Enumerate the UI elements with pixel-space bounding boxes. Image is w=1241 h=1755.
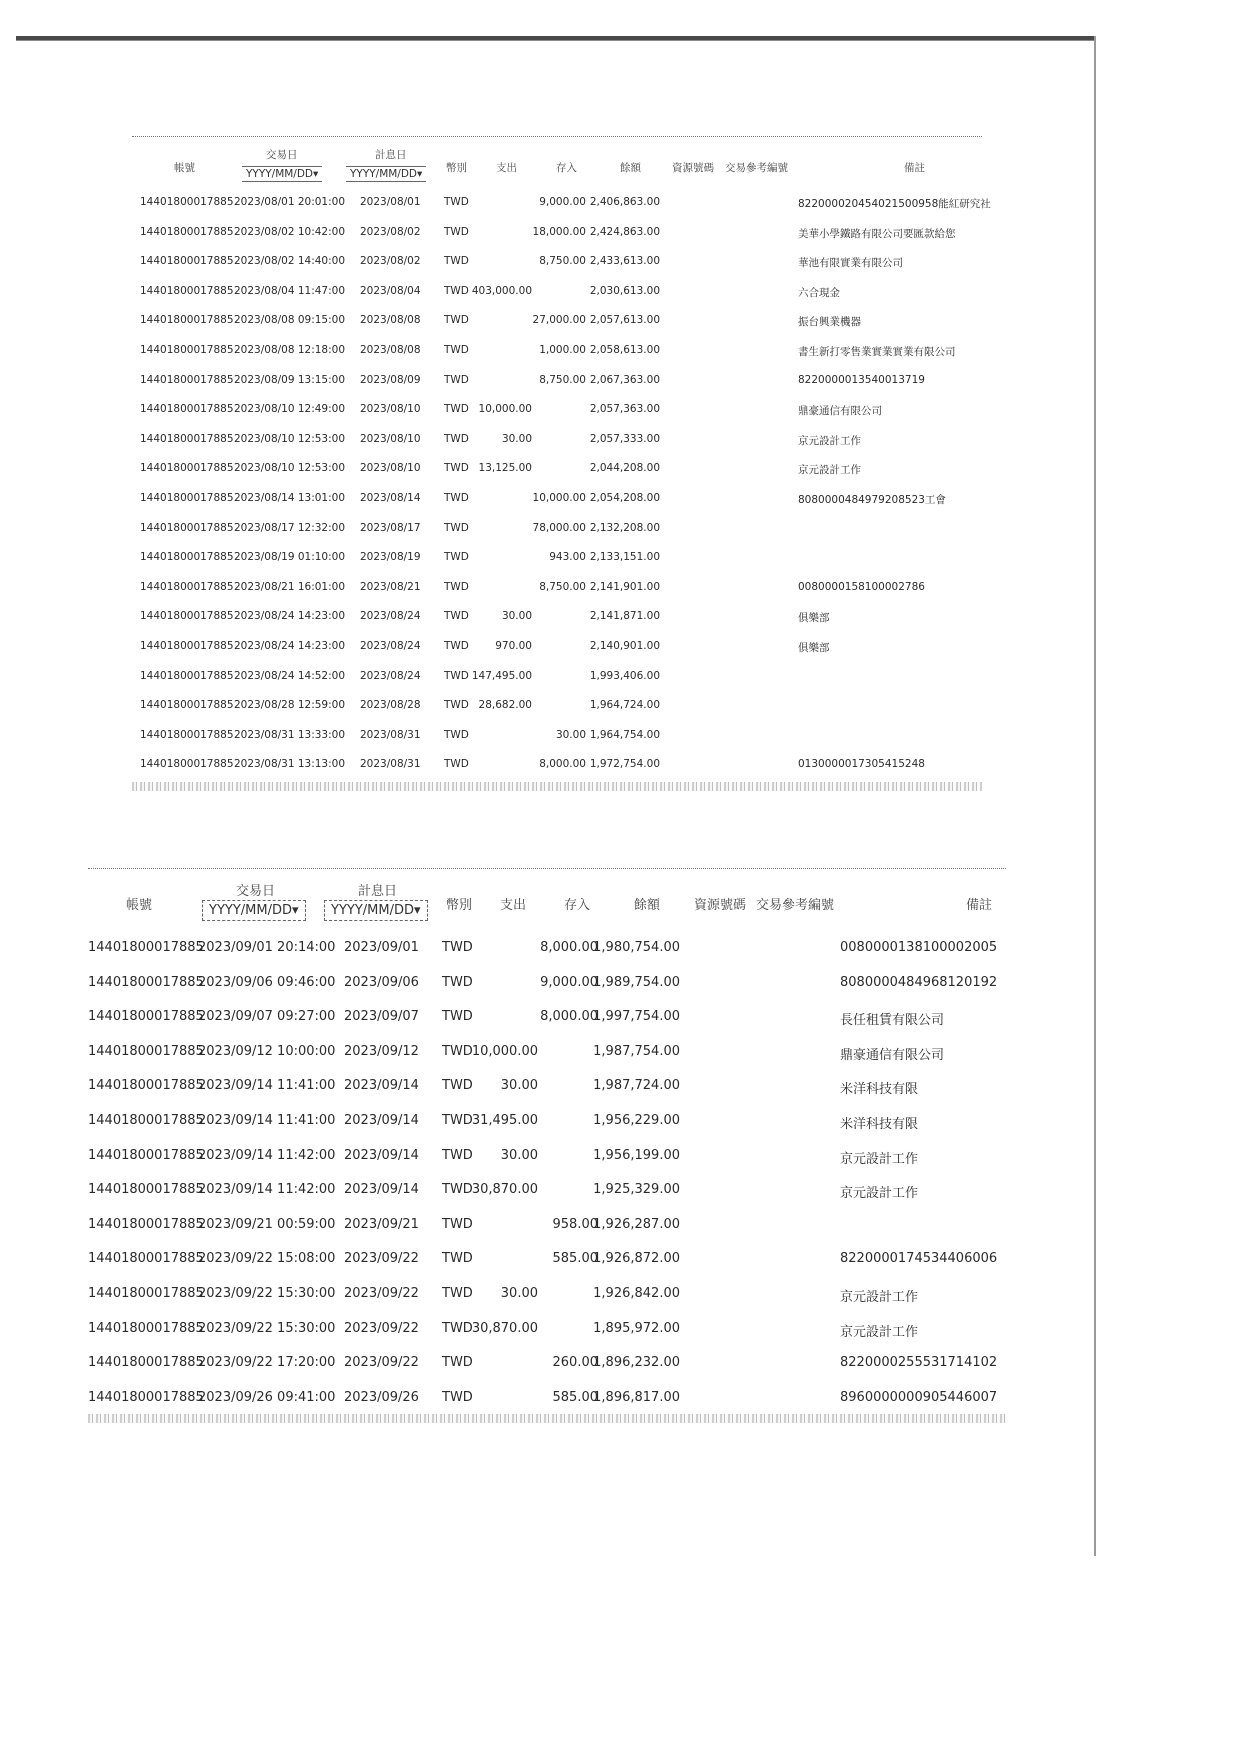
cell-trade-date: 2023/09/22 15:08:00 (198, 1251, 336, 1267)
cell-balance: 2,424,863.00 (589, 225, 660, 238)
cell-balance: 1,896,817.00 (593, 1389, 680, 1405)
cell-debit: 30.00 (500, 1147, 538, 1163)
table-row (130, 255, 990, 285)
table-row (130, 344, 990, 374)
cell-account: 14401800017885 (140, 610, 234, 623)
cell-memo: 米洋科技有限 (840, 1117, 919, 1132)
cell-memo: 長任租賃有限公司 (840, 1013, 945, 1029)
table-row (130, 314, 990, 344)
header-account: 帳號 (126, 898, 153, 913)
cell-value-date: 2023/08/08 (360, 344, 421, 356)
cell-trade-date: 2023/08/21 16:01:00 (234, 580, 346, 593)
cell-account: 14401800017885 (140, 344, 234, 356)
cell-balance: 1,964,724.00 (589, 699, 660, 712)
cell-memo: 美華小學鐵路有限公司要匯款給您 (798, 227, 956, 240)
cell-account: 14401800017885 (140, 758, 234, 771)
cell-value-date: 2023/09/21 (344, 1216, 419, 1232)
cell-currency: TWD (444, 196, 469, 208)
cell-value-date: 2023/09/06 (344, 974, 419, 990)
cell-trade-date: 2023/08/24 14:23:00 (234, 610, 346, 623)
table-row (130, 492, 990, 522)
cell-credit: 8,750.00 (539, 373, 586, 386)
cell-currency: TWD (442, 940, 473, 955)
cell-credit: 18,000.00 (532, 225, 586, 238)
cell-account: 14401800017885 (140, 551, 234, 564)
cell-account: 14401800017885 (140, 284, 234, 297)
cell-debit: 30.00 (501, 610, 532, 623)
cell-trade-date: 2023/08/19 01:10:00 (234, 551, 346, 564)
header-counterparty: 資源號碼 (694, 898, 747, 913)
cell-account: 14401800017885 (88, 1113, 204, 1128)
header-value-date: 計息日 (375, 149, 407, 161)
value-date-filter[interactable]: YYYY/MM/DD▾ (324, 900, 428, 921)
cell-trade-date: 2023/08/17 12:32:00 (234, 521, 346, 534)
cell-account: 14401800017885 (140, 580, 234, 593)
cell-debit: 30,870.00 (471, 1182, 538, 1198)
cell-credit: 8,000.00 (539, 758, 586, 771)
cell-account: 14401800017885 (140, 403, 234, 416)
cell-trade-date: 2023/08/24 14:23:00 (234, 640, 346, 652)
cell-credit: 8,750.00 (539, 255, 586, 268)
cell-balance: 2,133,151.00 (589, 551, 660, 564)
header-trade-date: 交易日 (266, 149, 298, 161)
cell-trade-date: 2023/09/22 15:30:00 (198, 1286, 336, 1301)
cell-balance: 1,980,754.00 (593, 940, 680, 955)
table-row (130, 522, 990, 552)
cell-memo: 0080000138100002005 (840, 940, 998, 955)
cell-trade-date: 2023/09/14 11:41:00 (198, 1113, 336, 1128)
cell-account: 14401800017885 (88, 1251, 204, 1267)
cell-balance: 2,141,901.00 (589, 580, 660, 593)
cell-debit: 10,000.00 (478, 403, 532, 416)
trade-date-filter[interactable]: YYYY/MM/DD▾ (202, 900, 306, 921)
cell-currency: TWD (442, 1043, 473, 1059)
cell-memo: 822000020454021500958能紅研究社 (798, 198, 991, 210)
cell-memo: 京元設計工作 (840, 1290, 919, 1305)
cell-memo: 808000048497920852​3工會 (798, 494, 946, 506)
cell-value-date: 2023/09/26 (344, 1389, 419, 1405)
cell-balance: 1,896,232.00 (593, 1355, 680, 1371)
cell-memo: 京元設計工作 (840, 1186, 919, 1202)
cell-value-date: 2023/08/17 (360, 521, 421, 534)
cell-memo: 米洋科技有限 (840, 1082, 919, 1098)
cell-trade-date: 2023/09/01 20:14:00 (198, 940, 336, 955)
table-row (86, 1078, 1011, 1113)
cell-currency: TWD (444, 344, 469, 356)
table-row (130, 699, 990, 729)
cell-balance: 1,997,754.00 (593, 1009, 680, 1025)
cell-value-date: 2023/09/14 (344, 1078, 419, 1094)
cell-balance: 1,926,842.00 (593, 1286, 680, 1301)
cell-balance: 2,406,863.00 (589, 196, 660, 208)
cell-memo: 京元設計工作 (798, 464, 861, 477)
cell-trade-date: 2023/09/22 15:30:00 (198, 1320, 336, 1336)
cell-balance: 2,140,901.00 (589, 640, 660, 652)
table-row (130, 226, 990, 256)
top-scan-rule (16, 36, 1094, 41)
header-currency: 幣別 (446, 162, 467, 174)
cell-trade-date: 2023/09/14 11:42:00 (198, 1147, 336, 1163)
cell-credit: 8,000.00 (540, 940, 598, 955)
table-row (130, 551, 990, 581)
cell-trade-date: 2023/08/08 12:18:00 (234, 344, 346, 356)
table-row (130, 729, 990, 759)
cell-memo: 書生新打零售業實業實業有限公司 (798, 346, 956, 358)
cell-currency: TWD (444, 284, 469, 297)
table-row (130, 403, 990, 433)
cell-debit: 31,495.00 (471, 1113, 538, 1128)
table-row (86, 975, 1011, 1010)
cell-debit: 13,125.00 (478, 462, 532, 475)
cell-value-date: 2023/08/04 (360, 284, 421, 297)
cell-memo: 822000001354001371​9 (798, 373, 925, 386)
table-row (86, 1251, 1011, 1286)
cell-value-date: 2023/08/31 (360, 758, 421, 771)
cell-currency: TWD (444, 462, 469, 475)
table-row (86, 1217, 1011, 1252)
cell-value-date: 2023/08/09 (360, 373, 421, 386)
cell-currency: TWD (444, 669, 469, 682)
cell-currency: TWD (444, 728, 469, 741)
cell-account: 14401800017885 (88, 1216, 204, 1232)
cell-trade-date: 2023/08/02 14:40:00 (234, 255, 346, 268)
cell-account: 14401800017885 (88, 940, 204, 955)
cell-value-date: 2023/08/24 (360, 669, 421, 682)
cell-currency: TWD (442, 1286, 473, 1301)
header-debit: 支出 (496, 162, 517, 174)
cell-value-date: 2023/09/01 (344, 940, 419, 955)
cell-balance: 1,925,329.00 (593, 1182, 680, 1198)
table-row (130, 433, 990, 463)
cell-currency: TWD (444, 403, 469, 416)
value-date-filter[interactable]: YYYY/MM/DD▾ (346, 166, 426, 182)
cell-currency: TWD (444, 255, 469, 268)
cell-value-date: 2023/08/21 (360, 580, 421, 593)
cell-value-date: 2023/08/19 (360, 551, 421, 564)
cell-credit: 8,000.00 (540, 1009, 598, 1025)
header-value-date: 計息日 (358, 884, 398, 899)
cell-value-date: 2023/09/07 (344, 1009, 419, 1025)
cell-account: 14401800017885 (88, 1182, 204, 1198)
cell-currency: TWD (444, 432, 469, 445)
header-counterparty: 資源號碼 (672, 162, 714, 174)
table1-bottom-scan-band (132, 782, 982, 791)
cell-value-date: 2023/09/12 (344, 1043, 419, 1059)
table-row (130, 196, 990, 226)
cell-value-date: 2023/08/10 (360, 432, 421, 445)
cell-credit: 958.00 (552, 1216, 598, 1232)
cell-trade-date: 2023/08/28 12:59:00 (234, 699, 346, 712)
cell-currency: TWD (442, 1320, 473, 1336)
cell-memo: 俱樂部 (798, 612, 830, 625)
cell-trade-date: 2023/09/14 11:41:00 (198, 1078, 336, 1094)
cell-account: 14401800017885 (140, 521, 234, 534)
cell-balance: 2,132,208.00 (589, 521, 660, 534)
table2-top-border (88, 868, 1006, 871)
cell-account: 14401800017885 (88, 1147, 204, 1163)
header-trade-date: 交易日 (236, 884, 276, 899)
table-row (86, 1044, 1011, 1079)
table-row (130, 462, 990, 492)
cell-debit: 30.00 (501, 432, 532, 445)
cell-currency: TWD (444, 580, 469, 593)
cell-account: 14401800017885 (140, 699, 234, 712)
cell-balance: 2,030,613.00 (589, 284, 660, 297)
cell-currency: TWD (444, 699, 469, 712)
cell-credit: 10,000.00 (532, 492, 586, 504)
cell-trade-date: 2023/08/24 14:52:00 (234, 669, 346, 682)
cell-memo: 0130000017305415248 (798, 758, 925, 771)
cell-debit: 970.00 (495, 640, 532, 652)
cell-balance: 2,433,613.00 (589, 255, 660, 268)
header-debit: 支出 (500, 898, 527, 913)
cell-currency: TWD (442, 1009, 473, 1025)
cell-balance: 1,987,754.00 (593, 1043, 680, 1059)
cell-value-date: 2023/08/24 (360, 640, 421, 652)
cell-trade-date: 2023/08/10 12:53:00 (234, 462, 346, 475)
cell-trade-date: 2023/08/08 09:15:00 (234, 314, 346, 327)
table-row (86, 1009, 1011, 1044)
cell-account: 14401800017885 (140, 728, 234, 741)
table-row (86, 1148, 1011, 1183)
cell-debit: 147,495.00 (471, 669, 532, 682)
cell-balance: 1,972,754.00 (589, 758, 660, 771)
trade-date-filter[interactable]: YYYY/MM/DD▾ (242, 166, 322, 182)
cell-memo: 京元設計工作 (840, 1151, 919, 1167)
cell-memo: 8960000000905446007 (840, 1389, 998, 1405)
cell-trade-date: 2023/08/02 10:42:00 (234, 225, 346, 238)
table1-top-border (132, 136, 982, 139)
cell-memo: 8220000255531714102 (840, 1355, 998, 1371)
cell-account: 14401800017885 (88, 1286, 204, 1301)
transactions-table-september (86, 872, 1011, 1417)
cell-credit: 8,750.00 (539, 580, 586, 593)
cell-value-date: 2023/08/02 (360, 255, 421, 268)
cell-balance: 2,054,208.00 (589, 492, 660, 504)
cell-balance: 1,926,872.00 (593, 1251, 680, 1267)
cell-trade-date: 2023/09/22 17:20:00 (198, 1355, 336, 1371)
table-row (130, 285, 990, 315)
cell-value-date: 2023/08/10 (360, 462, 421, 475)
header-reference: 交易參考編號 (725, 162, 788, 174)
cell-currency: TWD (442, 1389, 473, 1405)
cell-value-date: 2023/09/22 (344, 1251, 419, 1267)
cell-memo: 俱樂部 (798, 642, 830, 654)
cell-credit: 27,000.00 (532, 314, 586, 327)
cell-debit: 28,682.00 (478, 699, 532, 712)
cell-currency: TWD (442, 1216, 473, 1232)
cell-trade-date: 2023/08/04 11:47:00 (234, 284, 346, 297)
cell-currency: TWD (444, 225, 469, 238)
cell-balance: 2,044,208.00 (589, 462, 660, 475)
cell-account: 14401800017885 (88, 1078, 204, 1094)
cell-account: 14401800017885 (140, 373, 234, 386)
cell-currency: TWD (444, 758, 469, 771)
header-account: 帳號 (174, 162, 195, 174)
cell-debit: 30,870.00 (471, 1320, 538, 1336)
cell-currency: TWD (442, 1147, 473, 1163)
cell-currency: TWD (442, 974, 473, 990)
cell-balance: 2,058,613.00 (589, 344, 660, 356)
cell-account: 14401800017885 (140, 225, 234, 238)
cell-trade-date: 2023/09/21 00:59:00 (198, 1216, 336, 1232)
cell-credit: 260.00 (552, 1355, 598, 1371)
cell-account: 14401800017885 (88, 1355, 204, 1371)
table-row (130, 610, 990, 640)
table-row (130, 374, 990, 404)
cell-memo: 8220000174534406006 (840, 1251, 998, 1267)
cell-value-date: 2023/08/14 (360, 492, 421, 504)
cell-value-date: 2023/09/22 (344, 1355, 419, 1371)
cell-memo: 華池有限實業有限公司 (798, 257, 903, 270)
cell-debit: 30.00 (500, 1078, 538, 1094)
table-row (86, 1321, 1011, 1356)
cell-balance: 1,989,754.00 (593, 974, 680, 990)
cell-credit: 78,000.00 (532, 521, 586, 534)
cell-currency: TWD (442, 1355, 473, 1371)
cell-trade-date: 2023/09/14 11:42:00 (198, 1182, 336, 1198)
cell-balance: 2,057,333.00 (589, 432, 660, 445)
header-balance: 餘額 (634, 898, 661, 913)
cell-trade-date: 2023/09/06 09:46:00 (198, 974, 336, 990)
cell-account: 14401800017885 (88, 974, 204, 990)
header-credit: 存入 (564, 898, 591, 913)
cell-debit: 10,000.00 (471, 1043, 538, 1059)
cell-value-date: 2023/08/28 (360, 699, 421, 712)
cell-balance: 1,956,199.00 (593, 1147, 680, 1163)
cell-account: 14401800017885 (140, 462, 234, 475)
cell-account: 14401800017885 (140, 492, 234, 504)
cell-currency: TWD (444, 551, 469, 564)
cell-memo: 鼎豪通信有限公司 (798, 405, 882, 418)
cell-debit: 403,000.00 (471, 284, 532, 297)
cell-balance: 1,964,754.00 (589, 728, 660, 741)
cell-trade-date: 2023/09/12 10:00:00 (198, 1043, 336, 1059)
header-memo: 備註 (904, 162, 925, 174)
table-row (86, 940, 1011, 975)
cell-currency: TWD (444, 610, 469, 623)
cell-credit: 9,000.00 (539, 196, 586, 208)
cell-account: 14401800017885 (140, 669, 234, 682)
table-row (130, 640, 990, 670)
cell-currency: TWD (442, 1251, 473, 1267)
table-row (86, 1113, 1011, 1148)
cell-account: 14401800017885 (140, 196, 234, 208)
cell-trade-date: 2023/08/31 13:13:00 (234, 758, 346, 771)
transactions-table-august (130, 140, 990, 790)
cell-currency: TWD (442, 1113, 473, 1128)
cell-credit: 9,000.00 (540, 974, 598, 990)
cell-value-date: 2023/08/24 (360, 610, 421, 623)
cell-trade-date: 2023/08/01 20:01:00 (234, 196, 346, 208)
cell-value-date: 2023/09/14 (344, 1147, 419, 1163)
cell-currency: TWD (442, 1182, 473, 1198)
cell-trade-date: 2023/08/31 13:33:00 (234, 728, 346, 741)
cell-account: 14401800017885 (140, 255, 234, 268)
table-row (130, 670, 990, 700)
table-row (130, 581, 990, 611)
header-credit: 存入 (556, 162, 577, 174)
cell-account: 14401800017885 (88, 1043, 204, 1059)
cell-credit: 1,000.00 (539, 344, 586, 356)
cell-memo: 8080000484968120192 (840, 974, 998, 990)
cell-trade-date: 2023/08/10 12:49:00 (234, 403, 346, 416)
cell-value-date: 2023/08/02 (360, 225, 421, 238)
header-reference: 交易參考編號 (756, 898, 835, 913)
cell-value-date: 2023/08/10 (360, 403, 421, 416)
cell-trade-date: 2023/08/09 13:15:00 (234, 373, 346, 386)
cell-currency: TWD (442, 1078, 473, 1094)
cell-balance: 1,926,287.00 (593, 1216, 680, 1232)
cell-balance: 2,057,613.00 (589, 314, 660, 327)
cell-credit: 585.00 (552, 1251, 598, 1267)
cell-memo: 振台興業機器 (798, 316, 861, 329)
cell-credit: 585.00 (552, 1389, 598, 1405)
cell-value-date: 2023/09/14 (344, 1182, 419, 1198)
cell-value-date: 2023/09/22 (344, 1286, 419, 1301)
table-row (86, 1286, 1011, 1321)
cell-currency: TWD (444, 492, 469, 504)
cell-credit: 943.00 (549, 551, 586, 564)
cell-memo: 0080000158100002786 (798, 580, 925, 593)
table2-bottom-scan-band (88, 1414, 1006, 1423)
cell-account: 14401800017885 (140, 432, 234, 445)
cell-memo: 六合現金 (798, 286, 840, 299)
cell-account: 14401800017885 (88, 1009, 204, 1025)
cell-value-date: 2023/09/14 (344, 1113, 419, 1128)
cell-credit: 30.00 (555, 728, 586, 741)
cell-memo: 京元設計工作 (798, 434, 861, 447)
cell-account: 14401800017885 (140, 640, 234, 652)
cell-balance: 2,141,871.00 (589, 610, 660, 623)
cell-balance: 1,956,229.00 (593, 1113, 680, 1128)
cell-value-date: 2023/08/08 (360, 314, 421, 327)
cell-value-date: 2023/09/22 (344, 1320, 419, 1336)
right-scan-edge (1094, 36, 1096, 1556)
cell-currency: TWD (444, 521, 469, 534)
header-balance: 餘額 (620, 162, 641, 174)
cell-trade-date: 2023/08/10 12:53:00 (234, 432, 346, 445)
cell-trade-date: 2023/09/26 09:41:00 (198, 1389, 336, 1405)
table-row (86, 1182, 1011, 1217)
cell-trade-date: 2023/08/14 13:01:00 (234, 492, 346, 504)
cell-memo: 鼎豪通信有限公司 (840, 1047, 945, 1063)
cell-balance: 1,987,724.00 (593, 1078, 680, 1094)
cell-value-date: 2023/08/01 (360, 196, 421, 208)
cell-balance: 1,993,406.00 (589, 669, 660, 682)
cell-currency: TWD (444, 373, 469, 386)
cell-balance: 1,895,972.00 (593, 1320, 680, 1336)
cell-account: 14401800017885 (88, 1320, 204, 1336)
cell-value-date: 2023/08/31 (360, 728, 421, 741)
header-currency: 幣別 (446, 898, 473, 913)
cell-balance: 2,057,363.00 (589, 403, 660, 416)
cell-trade-date: 2023/09/07 09:27:00 (198, 1009, 336, 1025)
cell-account: 14401800017885 (140, 314, 234, 327)
header-memo: 備註 (966, 898, 993, 913)
cell-account: 14401800017885 (88, 1389, 204, 1405)
table-row (86, 1355, 1011, 1390)
cell-currency: TWD (444, 640, 469, 652)
cell-currency: TWD (444, 314, 469, 327)
cell-debit: 30.00 (500, 1286, 538, 1301)
cell-memo: 京元設計工作 (840, 1324, 919, 1340)
cell-balance: 2,067,363.00 (589, 373, 660, 386)
